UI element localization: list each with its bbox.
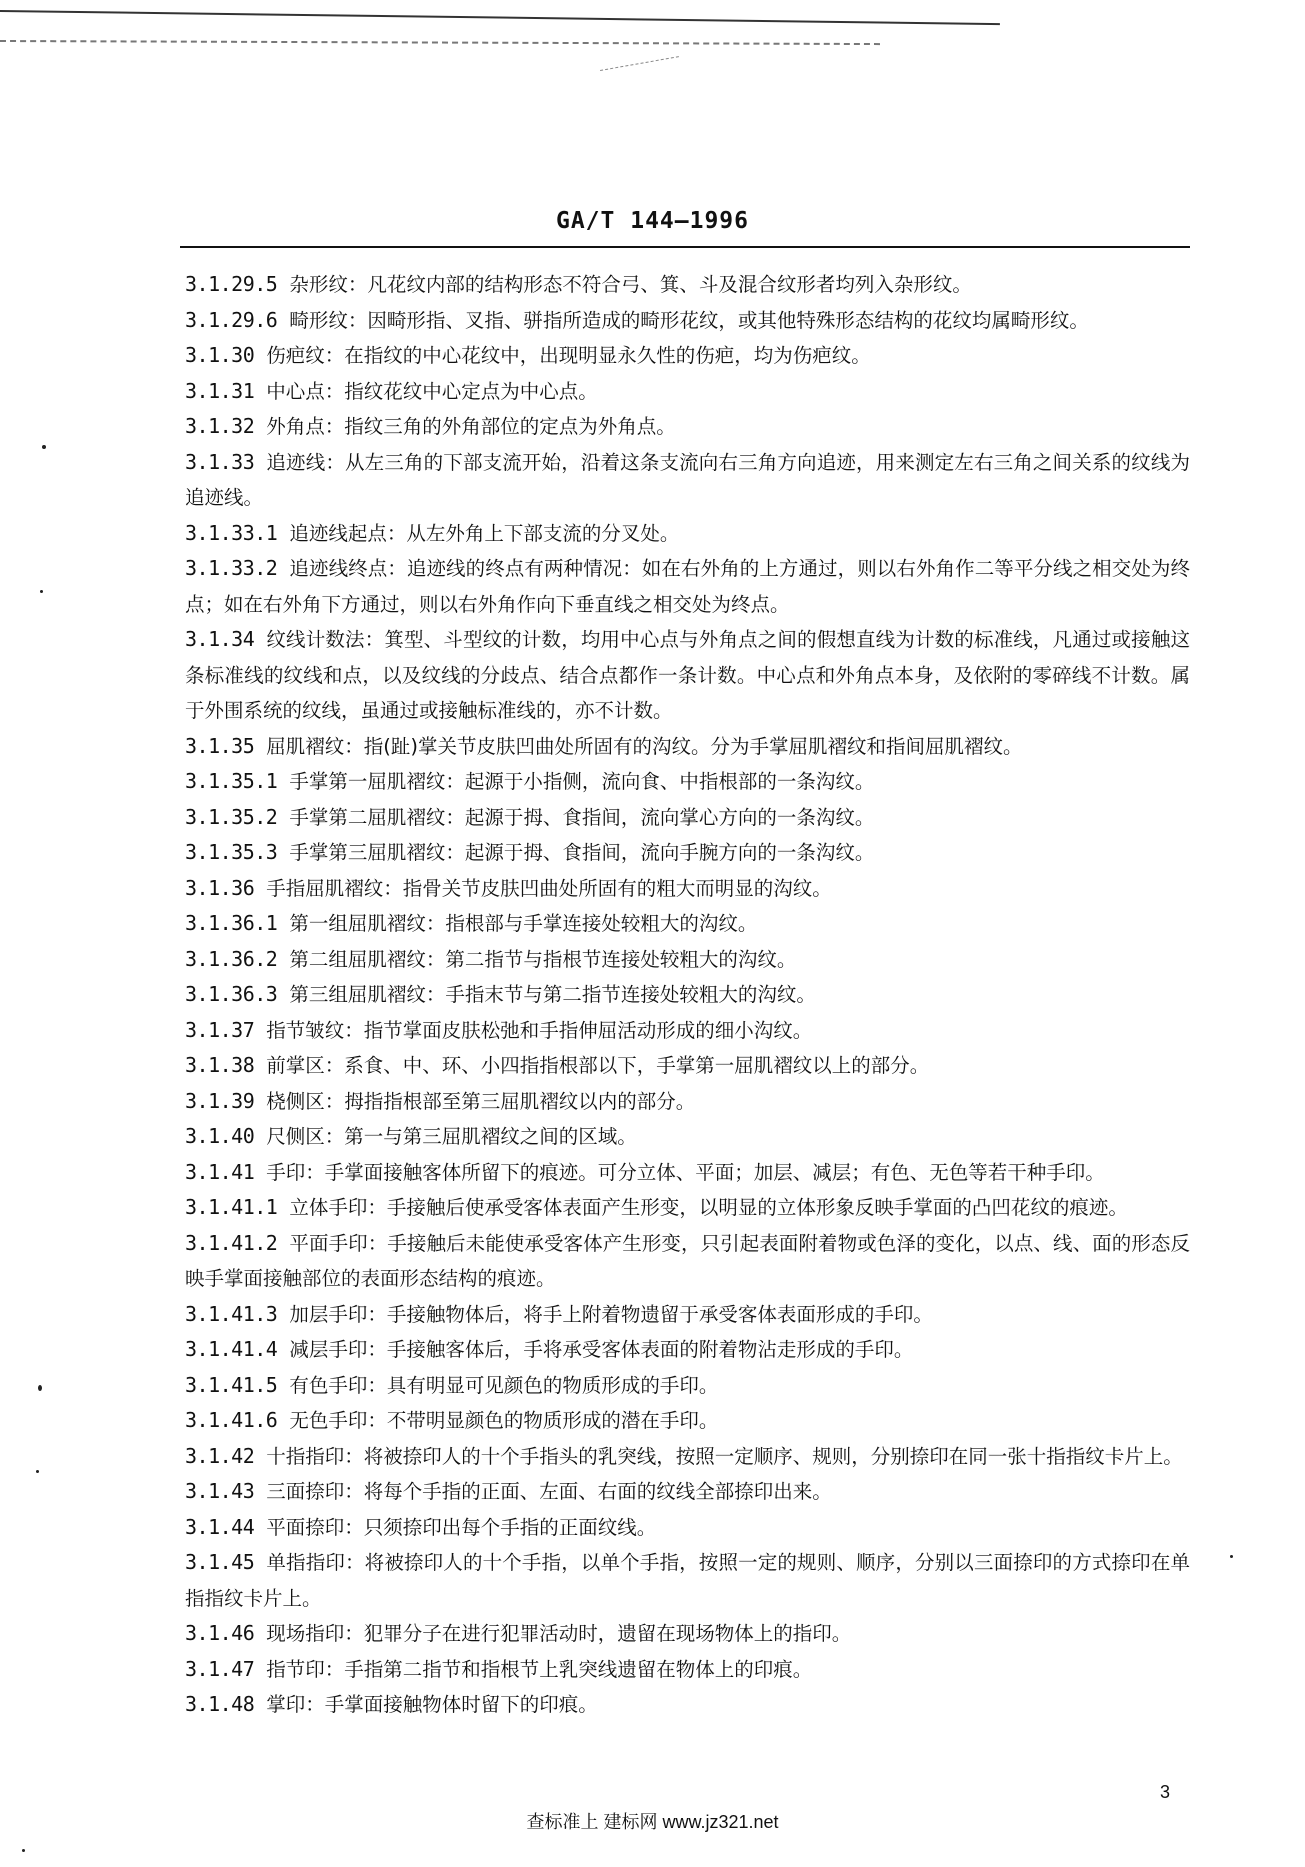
entry-text: 指节皱纹：指节掌面皮肤松弛和手指伸屈活动形成的细小沟纹。	[266, 1018, 813, 1042]
entry-text: 伤疤纹：在指纹的中心花纹中，出现明显永久性的伤疤，均为伤疤纹。	[266, 344, 871, 367]
entry-text: 手指屈肌褶纹：指骨关节皮肤凹曲处所固有的粗大而明显的沟纹。	[266, 876, 832, 900]
entry-number: 3.1.41.1	[185, 1195, 278, 1219]
definition-entry	[185, 942, 1190, 978]
entry-text: 立体手印：手接触后使承受客体表面产生形变，以明显的立体形象反映手掌面的凸凹花纹的痕迹。	[289, 1196, 1128, 1219]
scan-speck	[22, 1849, 25, 1852]
definition-entry	[185, 800, 1190, 836]
entry-number: 3.1.33.1	[185, 520, 278, 545]
definition-entry	[185, 445, 1190, 516]
entry-text: 纹线计数法：箕型、斗型纹的计数，均用中心点与外角点之间的假想直线为计数的标准线，凡通过或接触这条标准线的纹线和点，以及纹线的分歧点、结合点都作一条计数。中心点和外角点本身，及依附的零碎线不计数。属于外围系统的纹线，虽通过或接触标准线的，亦不计数。	[185, 628, 1190, 722]
scan-artifact-line	[0, 10, 1000, 25]
definition-entry	[185, 764, 1190, 800]
entry-text: 加层手印：手接触物体后，将手上附着物遗留于承受客体表面形成的手印。	[289, 1302, 933, 1326]
entry-text: 第一组屈肌褶纹：指根部与手掌连接处较粗大的沟纹。	[289, 912, 758, 935]
entry-number: 3.1.32	[185, 414, 255, 438]
definition-entry	[185, 1332, 1190, 1368]
entry-text: 指节印：手指第二指节和指根节上乳突线遗留在物体上的印痕。	[266, 1657, 813, 1681]
definition-entry	[185, 1474, 1190, 1510]
definition-entry	[185, 977, 1190, 1013]
entry-number: 3.1.38	[185, 1053, 255, 1077]
entry-number: 3.1.35.3	[185, 840, 278, 864]
footer-watermark: 查标准上 建标网 www.jz321.net	[526, 1812, 779, 1832]
entry-number: 3.1.40	[185, 1124, 255, 1148]
definition-entry	[185, 1048, 1190, 1084]
entry-text: 尺侧区：第一与第三屈肌褶纹之间的区域。	[266, 1125, 637, 1148]
definition-entry	[185, 1652, 1190, 1688]
entry-text: 第二组屈肌褶纹：第二指节与指根节连接处较粗大的沟纹。	[289, 947, 797, 971]
entry-text: 现场指印：犯罪分子在进行犯罪活动时，遗留在现场物体上的指印。	[266, 1622, 852, 1645]
definition-entry	[185, 303, 1190, 339]
entry-number: 3.1.36	[185, 875, 255, 900]
definition-entry	[185, 1190, 1190, 1226]
entry-text: 手掌第一屈肌褶纹：起源于小指侧，流向食、中指根部的一条沟纹。	[289, 770, 875, 793]
entry-text: 单指指印：将被捺印人的十个手指，以单个手指，按照一定的规则、顺序，分别以三面捺印的方式捺印在单指指纹卡片上。	[185, 1551, 1190, 1610]
entry-number: 3.1.35	[185, 733, 255, 758]
definition-entry	[185, 1119, 1190, 1155]
entry-number: 3.1.41.2	[185, 1230, 278, 1255]
entry-number: 3.1.41.6	[185, 1408, 278, 1432]
entry-text: 杂形纹：凡花纹内部的结构形态不符合弓、箕、斗及混合纹形者均列入杂形纹。	[289, 273, 972, 296]
definition-entry	[185, 1687, 1190, 1723]
document-header: GA/T 144—1996	[555, 208, 749, 234]
entry-number: 3.1.48	[185, 1692, 255, 1716]
entry-number: 3.1.41.4	[185, 1337, 278, 1361]
definitions-list	[185, 267, 1190, 1758]
entry-text: 掌印：手掌面接触物体时留下的印痕。	[266, 1693, 598, 1716]
definition-entry	[185, 1226, 1190, 1297]
entry-text: 追迹线终点：追迹线的终点有两种情况：如在右外角的上方通过，则以右外角作二等平分线之相交处为终点；如在右外角下方通过，则以右外角作向下垂直线之相交处为终点。	[185, 557, 1190, 616]
definition-entry	[185, 409, 1190, 445]
entry-text: 十指指印：将被捺印人的十个手指头的乳突线，按照一定顺序、规则，分别捺印在同一张十指指纹卡片上。	[266, 1444, 1183, 1468]
definition-entry	[185, 267, 1190, 303]
page-number: 3	[1160, 1782, 1171, 1802]
scan-speck	[38, 1385, 42, 1391]
entry-number: 3.1.35.2	[185, 804, 278, 829]
definition-entry	[185, 1084, 1190, 1120]
entry-number: 3.1.45	[185, 1550, 255, 1574]
definition-entry	[185, 1439, 1190, 1475]
entry-text: 桡侧区：拇指指根部至第三屈肌褶纹以内的部分。	[266, 1089, 696, 1113]
entry-number: 3.1.41.5	[185, 1372, 278, 1397]
definition-entry	[185, 1545, 1190, 1616]
entry-number: 3.1.36.2	[185, 946, 278, 971]
entry-text: 平面手印：手接触后未能使承受客体产生形变，只引起表面附着物或色泽的变化，以点、线、面的形态反映手掌面接触部位的表面形态结构的痕迹。	[185, 1231, 1190, 1290]
definition-entry	[185, 906, 1190, 942]
entry-number: 3.1.41	[185, 1159, 255, 1184]
definition-entry	[185, 871, 1190, 907]
definition-entry	[185, 729, 1190, 765]
entry-number: 3.1.43	[185, 1479, 255, 1503]
definition-entry	[185, 1368, 1190, 1404]
scan-speck	[40, 590, 43, 593]
entry-text: 屈肌褶纹：指(趾)掌关节皮肤凹曲处所固有的沟纹。分为手掌屈肌褶纹和指间屈肌褶纹。	[266, 734, 1023, 758]
definition-entry	[185, 551, 1190, 622]
entry-text: 手掌第三屈肌褶纹：起源于拇、食指间，流向手腕方向的一条沟纹。	[289, 841, 875, 864]
entry-number: 3.1.29.6	[185, 307, 278, 332]
entry-text: 平面捺印：只须捺印出每个手指的正面纹线。	[266, 1515, 657, 1539]
entry-number: 3.1.36.3	[185, 982, 278, 1006]
scan-artifact-line	[0, 40, 880, 45]
entry-text: 畸形纹：因畸形指、叉指、骈指所造成的畸形花纹，或其他特殊形态结构的花纹均属畸形纹。	[289, 308, 1089, 332]
definition-entry	[185, 516, 1190, 552]
definition-entry	[185, 1013, 1190, 1049]
entry-number: 3.1.29.5	[185, 272, 278, 296]
entry-number: 3.1.31	[185, 378, 255, 403]
entry-text: 外角点：指纹三角的外角部位的定点为外角点。	[266, 415, 676, 438]
definition-entry	[185, 1510, 1190, 1546]
scan-speck	[36, 1470, 39, 1473]
entry-text: 减层手印：手接触客体后，手将承受客体表面的附着物沾走形成的手印。	[289, 1338, 914, 1361]
entry-text: 三面捺印：将每个手指的正面、左面、右面的纹线全部捺印出来。	[266, 1480, 832, 1503]
entry-number: 3.1.35.1	[185, 769, 278, 793]
entry-number: 3.1.30	[185, 343, 255, 367]
entry-text: 追迹线起点：从左外角上下部支流的分叉处。	[289, 521, 680, 545]
entry-number: 3.1.34	[185, 627, 255, 651]
definition-entry	[185, 835, 1190, 871]
entry-number: 3.1.33.2	[185, 556, 278, 580]
entry-number: 3.1.41.3	[185, 1301, 278, 1326]
entry-number: 3.1.37	[185, 1017, 255, 1042]
entry-number: 3.1.42	[185, 1443, 255, 1468]
entry-text: 第三组屈肌褶纹：手指末节与第二指节连接处较粗大的沟纹。	[289, 983, 816, 1006]
definition-entry	[185, 622, 1190, 729]
entry-number: 3.1.44	[185, 1514, 255, 1539]
definition-entry	[185, 1297, 1190, 1333]
entry-number: 3.1.36.1	[185, 911, 278, 935]
scan-speck	[42, 445, 46, 449]
definition-entry	[185, 1616, 1190, 1652]
entry-number: 3.1.39	[185, 1088, 255, 1113]
definition-entry	[185, 338, 1190, 374]
definition-entry	[185, 1155, 1190, 1191]
entry-number: 3.1.47	[185, 1656, 255, 1681]
entry-text: 无色手印：不带明显颜色的物质形成的潜在手印。	[289, 1409, 719, 1432]
entry-number: 3.1.33	[185, 449, 255, 474]
scan-artifact-line	[600, 56, 679, 71]
entry-text: 有色手印：具有明显可见颜色的物质形成的手印。	[289, 1373, 719, 1397]
definition-entry	[185, 374, 1190, 410]
definition-entry	[185, 1403, 1190, 1439]
scan-speck	[1230, 1555, 1233, 1558]
header-rule	[180, 246, 1190, 248]
entry-text: 中心点：指纹花纹中心定点为中心点。	[266, 379, 598, 403]
entry-text: 追迹线：从左三角的下部支流开始，沿着这条支流向右三角方向追迹，用来测定左右三角之间关系的纹线为追迹线。	[185, 450, 1190, 509]
entry-text: 手掌第二屈肌褶纹：起源于拇、食指间，流向掌心方向的一条沟纹。	[289, 805, 875, 829]
entry-number: 3.1.46	[185, 1621, 255, 1645]
definition-entry	[185, 1723, 1190, 1759]
entry-text: 手印：手掌面接触客体所留下的痕迹。可分立体、平面；加层、减层；有色、无色等若干种手印。	[266, 1160, 1105, 1184]
entry-text: 前掌区：系食、中、环、小四指指根部以下，手掌第一屈肌褶纹以上的部分。	[266, 1054, 930, 1077]
